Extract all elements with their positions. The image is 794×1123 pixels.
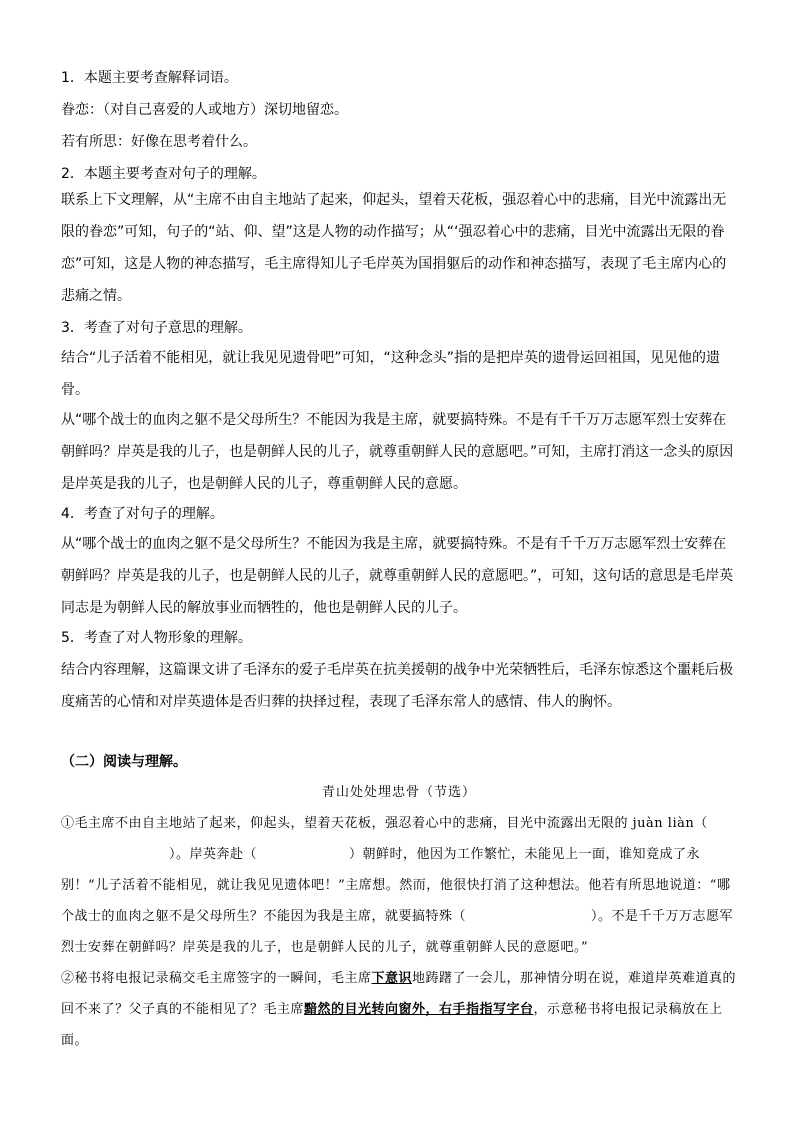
answer-text: 结合内容理解，这篇课文讲了毛泽东的爱子毛岸英在抗美援朝的战争中光荣牺牲后，毛泽东惊悉这个噩耗后极度痛苦的心情和对岸英遗体是否归葬的抉择过程，表现了毛泽东常人的感情、伟人的胸怀。 bbox=[61, 662, 733, 710]
answer-text: 若有所思：好像在思考着什么。 bbox=[61, 134, 257, 150]
answer-line-1 bbox=[61, 62, 735, 94]
passage-paragraph-1: ①毛主席不由自主地站了起来，仰起头，望着天花板，强忍着心中的悲痛，目光中流露出无限的 juàn liàn（）。岸英奔赴（ ）朝鲜时，他因为工作繁忙，未能见上一面，谁知竟成了永别！“儿子活着不能相见，就让我见见遗体吧！”主席想。然而，他很快打消了这种想法。他若有所思地说道：“哪个战士的血肉之躯不是父母所生？不能因为我是主席，就要搞特殊（ ）。不是千千万万志愿军烈士安葬在朝鲜吗？岸英是我的儿子，也是朝鲜人民的儿子，就尊重朝鲜人民的意愿吧。” bbox=[61, 816, 734, 955]
answer-text: 结合“儿子活着不能相见，就让我见见遗骨吧”可知，“这种念头”指的是把岸英的遗骨运回祖国，见见他的遗骨。 bbox=[61, 350, 721, 398]
answer-paragraph-3b bbox=[61, 404, 735, 500]
answer-line-6 bbox=[61, 498, 735, 530]
answer-paragraph-5 bbox=[61, 654, 735, 718]
answer-line-2 bbox=[61, 94, 735, 126]
answer-text: 眷恋：（对自己喜爱的人或地方）深切地留恋。 bbox=[61, 102, 348, 118]
answer-text: 3．考查了对句子意思的理解。 bbox=[61, 320, 252, 336]
section-title: （二）阅读与理解。 bbox=[61, 754, 187, 770]
answer-text: 1．本题主要考查解释词语。 bbox=[61, 70, 238, 86]
answer-line-5 bbox=[61, 312, 735, 344]
answer-line-7 bbox=[61, 622, 735, 654]
passage-paragraph-2: ②秘书将电报记录稿交毛主席签字的一瞬间，毛主席下意识地踌躇了一会儿，那神情分明在说，难道岸英难道真的回不来了？父子真的不能相见了？毛主席黯然的目光转向窗外，右手指指写字台，示意秘书将电报记录稿放在上面。 bbox=[61, 971, 737, 1048]
answer-text: 从“哪个战士的血肉之躯不是父母所生？不能因为我是主席，就要搞特殊。不是有千千万万志愿军烈士安葬在朝鲜吗？岸英是我的儿子，也是朝鲜人民的儿子，就尊重朝鲜人民的意愿吧。”可知，主席打消这一念头的原因是岸英是我的儿子，也是朝鲜人民的儿子，尊重朝鲜人民的意愿。 bbox=[61, 412, 734, 492]
underlined-phrase: 黯然的目光转向窗外，右手指指写字台 bbox=[304, 1002, 534, 1017]
answer-paragraph-2 bbox=[61, 184, 735, 312]
answer-line-3 bbox=[61, 126, 735, 158]
answer-text: 从“哪个战士的血肉之躯不是父母所生？不能因为我是主席，就要搞特殊。不是有千千万万志愿军烈士安葬在朝鲜吗？岸英是我的儿子，也是朝鲜人民的儿子，就尊重朝鲜人民的意愿吧。”，可知，这句话的意思是毛岸英同志是为朝鲜人民的解放事业而牺牲的，他也是朝鲜人民的儿子。 bbox=[61, 536, 734, 616]
answer-paragraph-4 bbox=[61, 528, 735, 624]
answer-paragraph-3a bbox=[61, 342, 735, 406]
passage-title: 青山处处埋忠骨（节选） bbox=[321, 785, 476, 800]
answer-text: 联系上下文理解，从“主席不由自主地站了起来，仰起头，望着天花板，强忍着心中的悲痛，目光中流露出无限的眷恋”可知，句子的“站、仰、望”这是人物的动作描写；从“‘强忍着心中的悲痛，目光中流露出无限的眷恋”可知，这是人物的神态描写，毛主席得知儿子毛岸英为国捐躯后的动作和神态描写，表现了毛主席内心的悲痛之情。 bbox=[61, 192, 727, 304]
reading-passage bbox=[61, 778, 737, 1056]
answer-text: 5．考查了对人物形象的理解。 bbox=[61, 630, 252, 646]
answer-text: 2．本题主要考查对句子的理解。 bbox=[61, 166, 266, 182]
answer-text: 4．考查了对句子的理解。 bbox=[61, 506, 224, 522]
underlined-phrase: 下意识 bbox=[371, 971, 413, 986]
